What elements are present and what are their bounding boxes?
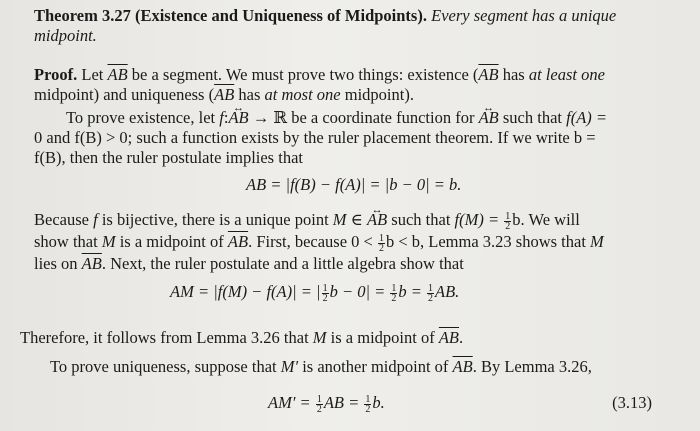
- equation-number: (3.13): [612, 393, 652, 412]
- text: To prove existence, let: [66, 108, 216, 127]
- equation-1: [246, 175, 461, 195]
- proof-line-6: [34, 210, 580, 231]
- math: b.: [372, 393, 385, 412]
- fraction-half: [427, 284, 434, 303]
- segment-ab: $\overline{AB}$: [81, 254, 102, 273]
- den: 2: [391, 292, 397, 304]
- equation-2: [170, 282, 459, 303]
- text: 0 and f(B) > 0; such a function exists by the ruler placement theorem. If we write b =: [34, 128, 596, 147]
- proof-line-8: [34, 254, 464, 274]
- line-ab: ↔ AB: [228, 108, 248, 127]
- den: 2: [316, 403, 322, 415]
- num: 1: [378, 232, 384, 244]
- text: has: [502, 65, 525, 84]
- num: 1: [428, 282, 434, 294]
- den: 2: [505, 220, 511, 232]
- text: → ℝ be a coordinate function for: [252, 108, 475, 127]
- theorem-statement-cont: midpoint.: [34, 26, 97, 45]
- num: 1: [391, 282, 397, 294]
- math: b − 0| =: [329, 282, 386, 301]
- text: f(B), then the ruler postulate implies that: [34, 148, 303, 167]
- text: b < b, Lemma 3.23 shows that: [385, 232, 586, 251]
- text: . First, because 0 <: [248, 232, 373, 251]
- fraction-half: [390, 284, 397, 303]
- fraction-half: [316, 395, 323, 414]
- emphasis: at most one: [264, 85, 341, 104]
- math: f(M) =: [454, 210, 500, 229]
- text: is bijective, there is a unique point: [101, 210, 329, 229]
- theorem-statement: Every segment has a unique: [431, 6, 617, 25]
- text: show that: [34, 232, 98, 251]
- segment-ab: $\overline{AB}$: [214, 85, 235, 104]
- text: Therefore, it follows from Lemma 3.26 that: [20, 328, 309, 347]
- math-m: M: [312, 328, 327, 347]
- proof-label: Proof.: [34, 65, 78, 84]
- text: be a segment. We must prove two things: existence (: [131, 65, 479, 84]
- line-ab: ↔ AB: [479, 108, 499, 127]
- text: is a midpoint of: [330, 328, 435, 347]
- num: 1: [322, 282, 328, 294]
- math: M ∈: [332, 210, 363, 229]
- text: has: [238, 85, 261, 104]
- text: is a midpoint of: [119, 232, 224, 251]
- den: 2: [378, 242, 384, 254]
- text: .: [459, 328, 464, 347]
- den: 2: [428, 292, 434, 304]
- math: b =: [398, 282, 422, 301]
- text: Because: [34, 210, 89, 229]
- text: To prove uniqueness, suppose that: [50, 357, 277, 376]
- math: AM′ =: [268, 393, 311, 412]
- proof-line-9: [20, 328, 463, 348]
- theorem-label-text: Theorem 3.27 (Existence and Uniqueness of Midpoints).: [34, 6, 427, 25]
- math-f: f: [93, 210, 98, 229]
- segment-ab: $\overline{AB}$: [478, 65, 499, 84]
- den: 2: [365, 403, 371, 415]
- proof-line-1: [34, 65, 605, 85]
- text: . Next, the ruler postulate and a little algebra show that: [101, 254, 464, 273]
- num: 1: [316, 393, 322, 405]
- fraction-half: [364, 395, 371, 414]
- math: AB =: [323, 393, 360, 412]
- math-m: M: [101, 232, 116, 251]
- line-ab: ↔ AB: [367, 210, 387, 229]
- proof-line-5: [34, 148, 303, 168]
- proof-line-10: [50, 357, 592, 377]
- theorem-line-1: [34, 6, 616, 26]
- proof-line-4: [34, 128, 596, 148]
- theorem-line-2: [34, 26, 97, 46]
- proof-line-7: [34, 232, 604, 253]
- emphasis: at least one: [528, 65, 605, 84]
- text: lies on: [34, 254, 78, 273]
- text: is another midpoint of: [302, 357, 449, 376]
- text: such that: [391, 210, 451, 229]
- text: such that: [502, 108, 562, 127]
- fraction-half: [504, 212, 511, 231]
- math: AM = |f(M) − f(A)| = |: [170, 282, 321, 301]
- math: M′: [280, 357, 299, 376]
- text: b. We will: [512, 210, 580, 229]
- num: 1: [505, 210, 511, 222]
- math: AB.: [435, 282, 460, 301]
- equation-3: [268, 393, 385, 414]
- num: 1: [365, 393, 371, 405]
- math: f(A) =: [566, 108, 608, 127]
- text: . By Lemma 3.26,: [472, 357, 592, 376]
- segment-ab: $\overline{AB}$: [227, 232, 249, 251]
- text: midpoint).: [344, 85, 414, 104]
- text: :: [223, 108, 229, 127]
- segment-ab: $\overline{AB}$: [438, 328, 460, 347]
- math: AB = |f(B) − f(A)| = |b − 0| = b.: [246, 175, 462, 194]
- math-m: M: [590, 232, 604, 251]
- fraction-half: [322, 284, 329, 303]
- math-f: f: [219, 108, 224, 127]
- fraction-half: [378, 234, 385, 253]
- segment-ab: $\overline{AB}$: [452, 357, 473, 376]
- segment-ab: $\overline{AB}$: [107, 65, 128, 84]
- proof-line-3: [66, 108, 607, 128]
- text: Let: [81, 65, 104, 84]
- text: midpoint) and uniqueness (: [34, 85, 215, 104]
- den: 2: [322, 292, 328, 304]
- proof-line-2: [34, 85, 414, 105]
